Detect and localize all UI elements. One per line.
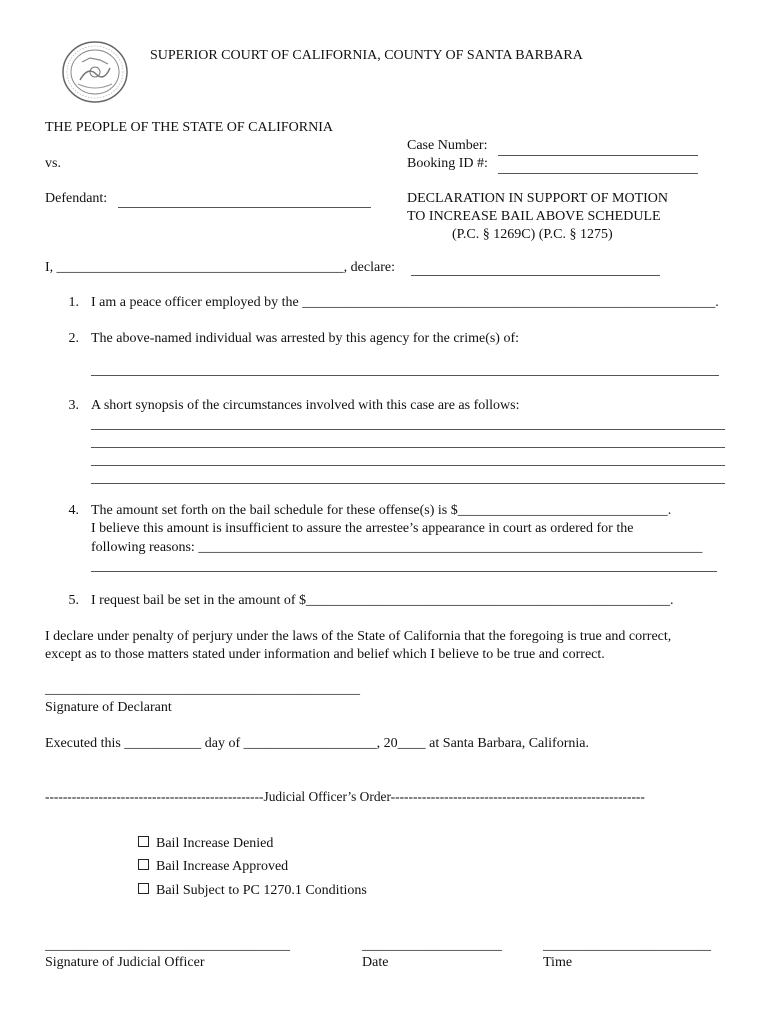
item-3-text: A short synopsis of the circumstances involved with this case are as follows: (91, 398, 520, 413)
judicial-signature-label: Signature of Judicial Officer (45, 955, 205, 970)
item-2-number: 2. (68, 331, 79, 346)
option-label: Bail Increase Approved (156, 859, 289, 874)
declarant-signature-line[interactable]: _____________________________________________ (45, 682, 360, 697)
date-line[interactable]: ____________________ (362, 938, 502, 953)
option-bail-denied[interactable] (138, 836, 273, 852)
item-3-blank-line[interactable] (91, 465, 725, 466)
booking-id-field[interactable] (498, 173, 698, 174)
executed-line: Executed this ___________ day of ___________________, 20____ at Santa Barbara, California. (45, 736, 589, 751)
defendant-field[interactable] (118, 207, 371, 208)
option-label: Bail Increase Denied (156, 836, 274, 851)
item-3-blank-line[interactable] (91, 483, 725, 484)
date-label: Date (362, 955, 389, 970)
item-4-text: The amount set forth on the bail schedule for these offense(s) is $______________________________. (91, 503, 672, 518)
declarant-line: I, _________________________________________, declare: (45, 260, 395, 275)
title-line-1: DECLARATION IN SUPPORT OF MOTION (407, 191, 669, 206)
item-4-text-3: following reasons: ________________________________________________________________________ (91, 540, 703, 555)
item-4-number: 4. (68, 503, 79, 518)
court-header: SUPERIOR COURT OF CALIFORNIA, COUNTY OF SANTA BARBARA (150, 48, 583, 63)
item-1-text: I am a peace officer employed by the ___________________________________________________________. (91, 295, 719, 310)
defendant-label: Defendant: (45, 191, 108, 206)
checkbox-icon[interactable] (138, 883, 149, 894)
judicial-order-header: -------------------------------------------------Judicial Officer’s Order--------------------------------------------------------- (45, 789, 645, 804)
declarant-title-field[interactable] (411, 275, 660, 276)
checkbox-icon[interactable] (138, 859, 149, 870)
item-4-blank-line[interactable] (91, 571, 717, 572)
title-line-2: TO INCREASE BAIL ABOVE SCHEDULE (407, 209, 661, 224)
option-bail-approved[interactable] (138, 859, 288, 875)
item-5-text: I request bail be set in the amount of $____________________________________________________. (91, 593, 674, 608)
title-line-3: (P.C. § 1269C) (P.C. § 1275) (452, 227, 613, 242)
item-4-text-2: I believe this amount is insufficient to assure the arrestee’s appearance in court as ordered for the (91, 521, 634, 536)
people-caption: THE PEOPLE OF THE STATE OF CALIFORNIA (45, 120, 333, 135)
item-3-number: 3. (68, 398, 79, 413)
checkbox-icon[interactable] (138, 836, 149, 847)
time-line[interactable]: ________________________ (543, 938, 711, 953)
declaration-line-1: I declare under penalty of perjury under the laws of the State of California that the foregoing is true and correct, (45, 629, 672, 644)
item-5-number: 5. (68, 593, 79, 608)
case-number-label: Case Number: (407, 138, 488, 153)
option-pc-1270-1[interactable] (138, 883, 367, 899)
item-2-text: The above-named individual was arrested by this agency for the crime(s) of: (91, 331, 520, 346)
time-label: Time (543, 955, 573, 970)
declaration-line-2: except as to those matters stated under information and belief which I believe to be true and correct. (45, 647, 605, 662)
item-3-blank-line[interactable] (91, 429, 725, 430)
vs-label: vs. (45, 156, 61, 171)
court-seal-icon (60, 40, 130, 104)
case-number-field[interactable] (498, 155, 698, 156)
judicial-signature-line[interactable]: ___________________________________ (45, 938, 290, 953)
declarant-signature-label: Signature of Declarant (45, 700, 172, 715)
booking-id-label: Booking ID #: (407, 156, 488, 171)
item-2-blank-line[interactable] (91, 375, 719, 376)
item-3-blank-line[interactable] (91, 447, 725, 448)
item-1-number: 1. (68, 295, 79, 310)
option-label: Bail Subject to PC 1270.1 Conditions (156, 883, 367, 898)
